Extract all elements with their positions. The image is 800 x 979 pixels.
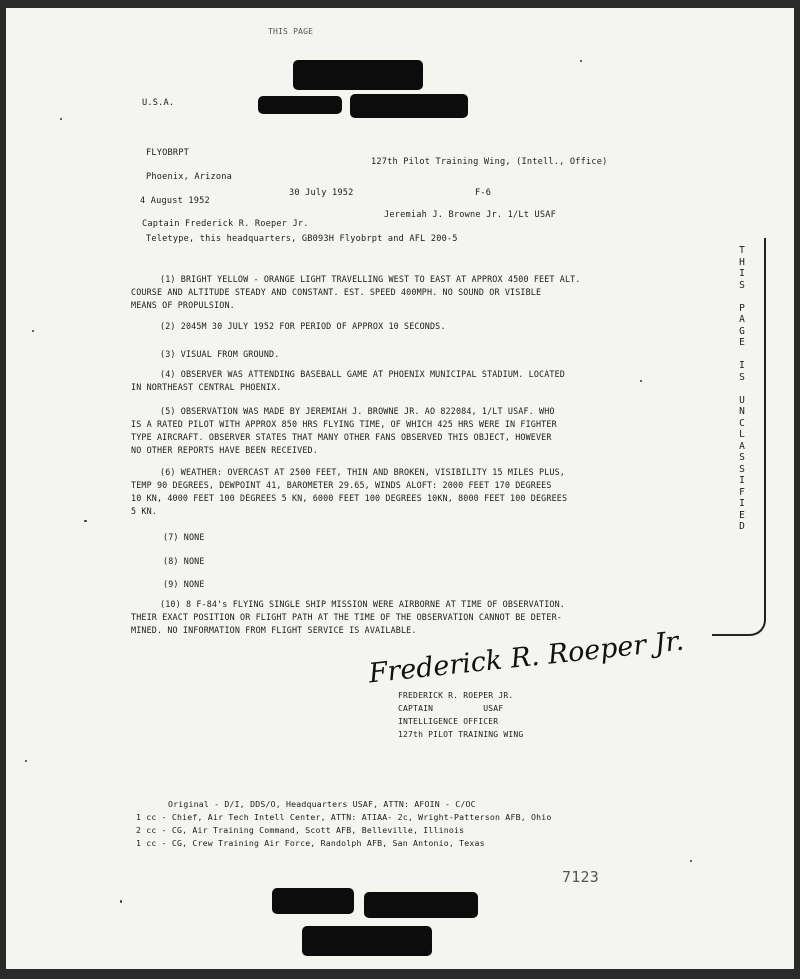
scan-speck xyxy=(25,760,27,762)
para9: (9) NONE xyxy=(163,579,205,589)
para6-line4: 5 KN. xyxy=(131,506,157,516)
country: U.S.A. xyxy=(142,98,175,108)
signer-rank: CAPTAIN USAF xyxy=(398,704,504,713)
redaction-bar xyxy=(364,892,478,918)
redaction-bar xyxy=(302,926,432,956)
para8: (8) NONE xyxy=(163,556,205,566)
para5-line1: (5) OBSERVATION WAS MADE BY JEREMIAH J. BROWNE JR. AO 822084, 1/LT USAF. WHO xyxy=(160,406,555,416)
side-stamp-unclassified: T H I S P A G E I S U N C L A S S I F I E D xyxy=(739,245,745,532)
para10-line3: MINED. NO INFORMATION FROM FLIGHT SERVICE IS AVAILABLE. xyxy=(131,625,417,635)
para1-line3: MEANS OF PROPULSION. xyxy=(131,300,235,310)
scan-speck xyxy=(60,118,62,120)
redaction-bar xyxy=(272,888,354,914)
scan-edge-right xyxy=(794,0,800,979)
report-number: F-6 xyxy=(475,188,492,198)
distribution-cc-2: 2 cc - CG, Air Training Command, Scott AFB, Belleville, Illinois xyxy=(136,825,465,835)
signer-unit: 127th PILOT TRAINING WING xyxy=(398,730,524,739)
place-code: FLYOBRPT xyxy=(146,148,189,158)
scan-edge-top xyxy=(0,0,800,8)
scan-speck xyxy=(580,60,582,62)
para1-line1: (1) BRIGHT YELLOW - ORANGE LIGHT TRAVELLING WEST TO EAST AT APPROX 4500 FEET ALT. xyxy=(160,274,581,284)
para7: (7) NONE xyxy=(163,532,205,542)
event-date: 30 July 1952 xyxy=(289,188,354,198)
signature-script: Frederick R. Roeper Jr. xyxy=(367,625,686,690)
reference: Teletype, this headquarters, GB093H Flyobrpt and AFL 200-5 xyxy=(146,234,458,244)
redaction-bar xyxy=(258,96,342,114)
scan-speck xyxy=(32,330,34,332)
page-number: 7123 xyxy=(562,868,599,886)
para1-line2: COURSE AND ALTITUDE STEADY AND CONSTANT. EST. SPEED 400MPH. NO SOUND OR VISIBLE xyxy=(131,287,542,297)
para5-line3: TYPE AIRCRAFT. OBSERVER STATES THAT MANY OTHER FANS OBSERVED THIS OBJECT, HOWEVER xyxy=(131,432,552,442)
prepared-by: Captain Frederick R. Roeper Jr. xyxy=(142,219,309,229)
source: Jeremiah J. Browne Jr. 1/Lt USAF xyxy=(384,210,556,220)
para6-line3: 10 KN, 4000 FEET 100 DEGREES 5 KN, 6000 FEET 100 DEGREES 10KN, 8000 FEET 100 DEGREES xyxy=(131,493,568,503)
para5-line4: NO OTHER REPORTS HAVE BEEN RECEIVED. xyxy=(131,445,318,455)
scan-speck xyxy=(690,860,692,862)
top-stamp: THIS PAGE xyxy=(268,27,314,36)
redaction-bar xyxy=(350,94,468,118)
scan-speck xyxy=(120,900,122,903)
unit: 127th Pilot Training Wing, (Intell., Office) xyxy=(371,157,608,167)
scan-speck xyxy=(640,380,642,382)
redaction-bar xyxy=(293,60,423,90)
distribution-cc-1: 1 cc - Chief, Air Tech Intell Center, ATTN: ATIAA- 2c, Wright-Patterson AFB, Ohio xyxy=(136,812,552,822)
para4-line1: (4) OBSERVER WAS ATTENDING BASEBALL GAME AT PHOENIX MUNICIPAL STADIUM. LOCATED xyxy=(160,369,565,379)
signer-name: FREDERICK R. ROEPER JR. xyxy=(398,691,514,700)
report-date: 4 August 1952 xyxy=(140,196,210,206)
distribution-original: Original - D/I, DDS/O, Headquarters USAF, ATTN: AFOIN - C/OC xyxy=(168,799,476,809)
para3: (3) VISUAL FROM GROUND. xyxy=(160,349,280,359)
location: Phoenix, Arizona xyxy=(146,172,232,182)
scan-speck xyxy=(84,520,87,522)
signer-title: INTELLIGENCE OFFICER xyxy=(398,717,499,726)
distribution-cc-3: 1 cc - CG, Crew Training Air Force, Randolph AFB, San Antonio, Texas xyxy=(136,838,485,848)
para2: (2) 2045M 30 JULY 1952 FOR PERIOD OF APPROX 10 SECONDS. xyxy=(160,321,446,331)
scan-edge-left xyxy=(0,0,6,979)
scan-edge-bottom xyxy=(0,969,800,979)
para5-line2: IS A RATED PILOT WITH APPROX 850 HRS FLYING TIME, OF WHICH 425 HRS WERE IN FIGHTER xyxy=(131,419,557,429)
para6-line1: (6) WEATHER: OVERCAST AT 2500 FEET, THIN AND BROKEN, VISIBILITY 15 MILES PLUS, xyxy=(160,467,565,477)
para10-line2: THEIR EXACT POSITION OR FLIGHT PATH AT THE TIME OF THE OBSERVATION CANNOT BE DETER- xyxy=(131,612,562,622)
para10-line1: (10) 8 F-84's FLYING SINGLE SHIP MISSION WERE AIRBORNE AT TIME OF OBSERVATION. xyxy=(160,599,565,609)
para6-line2: TEMP 90 DEGREES, DEWPOINT 41, BAROMETER 29.65, WINDS ALOFT: 2000 FEET 170 DEGREES xyxy=(131,480,552,490)
para4-line2: IN NORTHEAST CENTRAL PHOENIX. xyxy=(131,382,282,392)
